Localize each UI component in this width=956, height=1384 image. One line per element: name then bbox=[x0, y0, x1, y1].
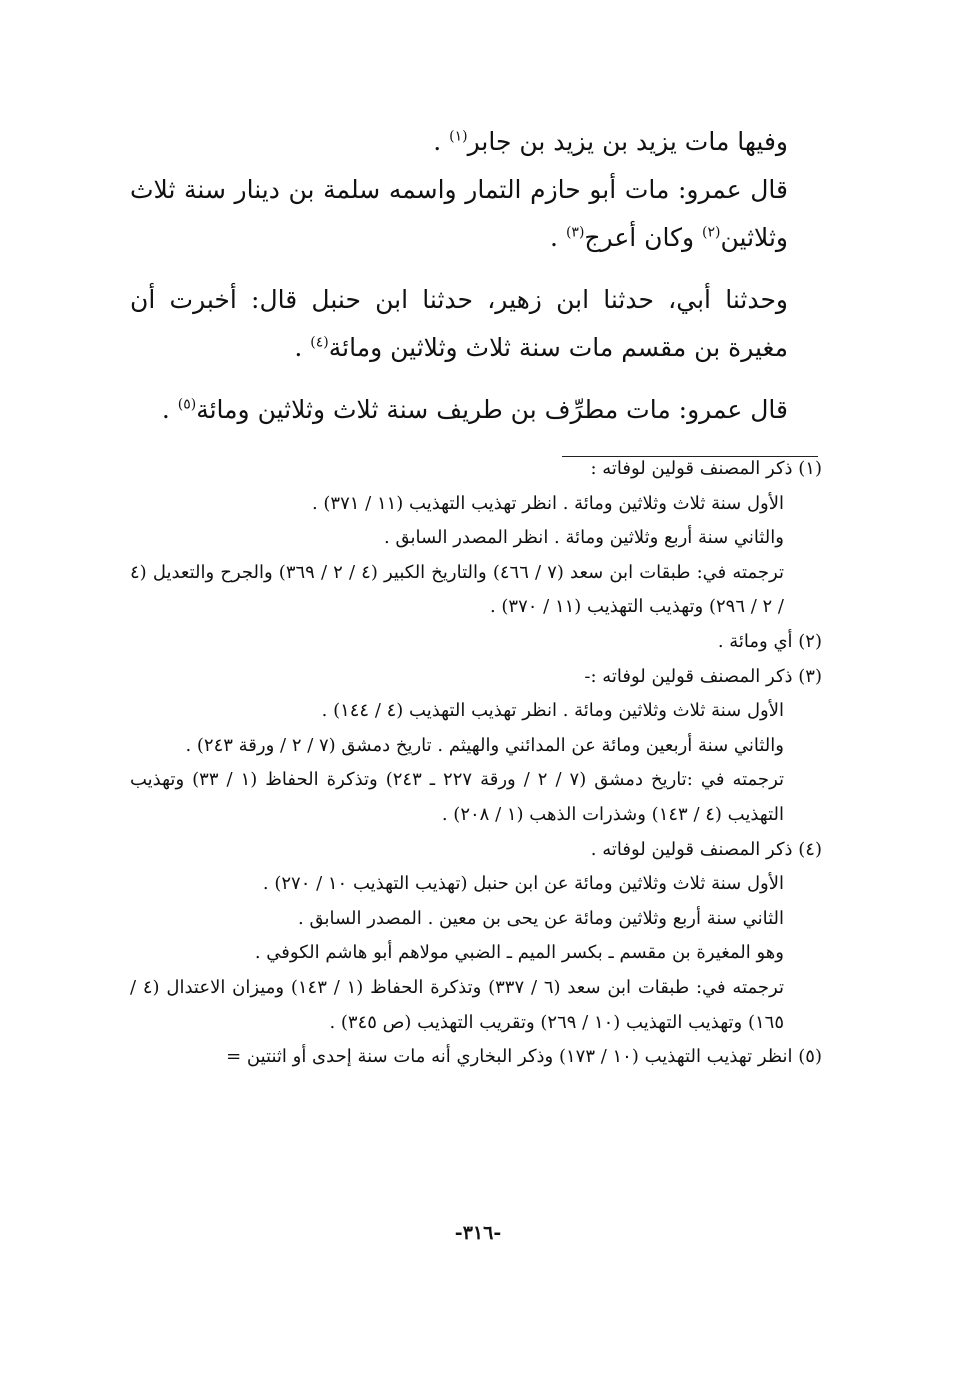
footnote-detail-line: وهو المغيرة بن مقسم ـ بكسر الميم ـ الضبي مولاهم أبو هاشم الكوفي . bbox=[254, 942, 784, 964]
footnote-detail-line: والثاني سنة أربعين ومائة عن المدائني والهيثم . تاريخ دمشق (٧ / ٢ / ورقة ٢٤٣) . bbox=[185, 734, 784, 756]
footnote-marker: (٤) bbox=[310, 334, 329, 351]
footnote-marker: (١) bbox=[449, 128, 468, 145]
main-paragraph bbox=[130, 166, 826, 262]
footnote-detail-line: ترجمته في: طبقات ابن سعد (٦ / ٣٣٧) وتذكرة الحفاظ (١ / ١٤٣) وميزان الاعتدال (٤ / ١٦٥) وتهذيب التهذيب (١٠ / ٢٦٩) وتقريب التهذيب (ص ٣٤٥) . bbox=[130, 976, 784, 1033]
footnote-marker: (٥) bbox=[177, 396, 197, 413]
footnote-entry: (٣) ذكر المصنف قولين لوفاته :- bbox=[584, 665, 822, 687]
footnote-detail-line: الأول سنة ثلاث وثلاثين ومائة . انظر تهذيب التهذيب (٤ / ١٤٤) . bbox=[321, 700, 784, 722]
main-text-run: وفيها مات يزيد بن يزيد بن جابر bbox=[467, 127, 788, 156]
main-text-run: قال عمرو: مات أبو حازم التمار واسمه سلمة بن دينار سنة ثلاث وثلاثين bbox=[130, 175, 788, 252]
footnote-entry: (٢) أي ومائة . bbox=[717, 630, 822, 652]
main-text bbox=[130, 118, 826, 434]
footnote-detail-line: ترجمته في: طبقات ابن سعد (٧ / ٤٦٦) والتاريخ الكبير (٤ / ٢ / ٣٦٩) والجرح والتعديل (٤ / ٢ / ٢٩٦) وتهذيب التهذيب (١١ / ٣٧٠) . bbox=[130, 561, 784, 618]
main-paragraph bbox=[130, 386, 826, 434]
main-paragraph bbox=[130, 118, 826, 166]
main-text-run: . bbox=[433, 127, 450, 156]
footnote-entry: (١) ذكر المصنف قولين لوفاته : bbox=[590, 458, 822, 479]
page-number: -٣١٦- bbox=[454, 1222, 502, 1244]
footnote-detail-line: الأول سنة ثلاث وثلاثين ومائة . انظر تهذيب التهذيب (١١ / ٣٧١) . bbox=[311, 492, 784, 514]
footnote-marker: (٣) bbox=[565, 224, 585, 241]
footnote-detail-line: والثاني سنة أربع وثلاثين ومائة . انظر المصدر السابق . bbox=[384, 527, 784, 549]
footnote-entry: (٤) ذكر المصنف قولين لوفاته . bbox=[590, 838, 822, 860]
footnote-detail-line: الأول سنة ثلاث وثلاثين ومائة عن ابن حنبل (تهذيب التهذيب ١٠ / ٢٧٠) . bbox=[262, 873, 784, 895]
main-text-run: قال عمرو: مات مطرِّف بن طريف سنة ثلاث وثلاثين ومائة bbox=[196, 395, 788, 424]
main-text-run: وحدثنا أبي، حدثنا ابن زهير، حدثنا ابن حنبل قال: أخبرت أن مغيرة بن مقسم مات سنة ثلاث وثلاثين ومائة bbox=[130, 285, 788, 362]
main-paragraph bbox=[130, 276, 826, 372]
footnote-marker: (٢) bbox=[702, 224, 721, 241]
footnote-detail-line: ترجمته في :تاريخ دمشق (٧ / ٢ / ورقة ٢٢٧ ـ ٢٤٣) وتذكرة الحفاظ (١ / ٣٣) وتهذيب التهذيب (٤ / ١٤٣) وشذرات الذهب (١ / ٢٠٨) . bbox=[130, 769, 785, 825]
footnote-entry: (٥) انظر تهذيب التهذيب (١٠ / ١٧٣) وذكر البخاري أنه مات سنة إحدى أو اثنتين = bbox=[226, 1046, 822, 1068]
main-text-run: . bbox=[294, 333, 311, 362]
main-text-run: وكان أعرج bbox=[584, 223, 703, 252]
footnote-detail-line: الثاني سنة أربع وثلاثين ومائة عن يحى بن معين . المصدر السابق . bbox=[298, 907, 784, 929]
main-text-run: . bbox=[161, 395, 178, 424]
footnotes bbox=[130, 452, 822, 1075]
main-text-run: . bbox=[550, 223, 566, 252]
